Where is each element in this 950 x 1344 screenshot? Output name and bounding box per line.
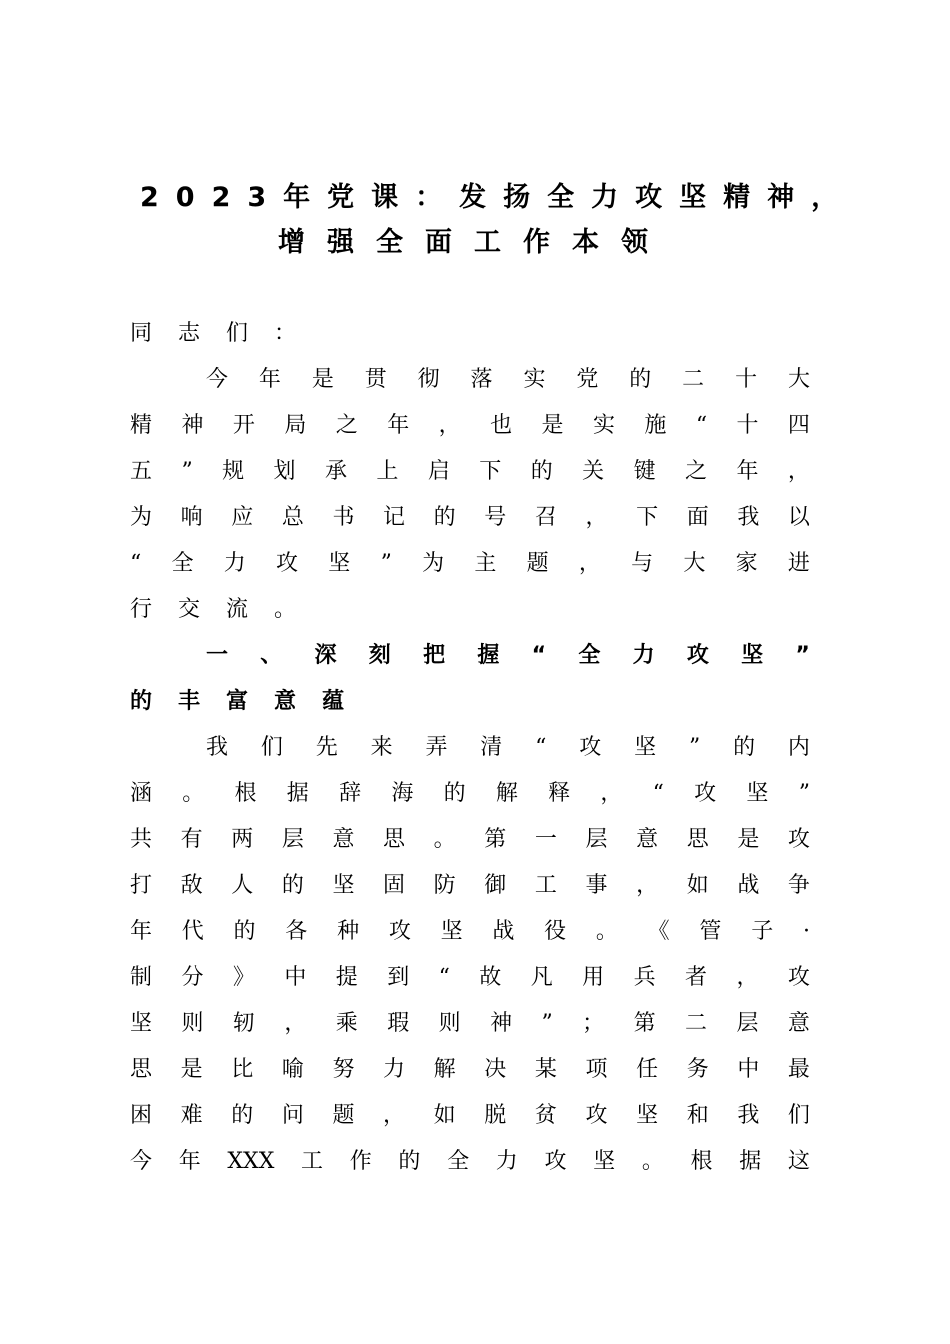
text-line bbox=[130, 955, 810, 1001]
text-glyph: 工 bbox=[301, 1149, 324, 1174]
text-glyph: 坚 bbox=[332, 873, 355, 898]
text-glyph: 响 bbox=[180, 505, 203, 530]
text-line bbox=[130, 1001, 810, 1047]
text-glyph: “ bbox=[695, 413, 708, 438]
text-glyph: 思 bbox=[383, 827, 406, 852]
text-glyph: 如 bbox=[686, 873, 709, 898]
text-glyph: 意 bbox=[787, 1011, 810, 1036]
text-glyph: 实 bbox=[592, 413, 615, 438]
text-glyph: ， bbox=[600, 781, 623, 806]
text-glyph: 攻 bbox=[686, 643, 709, 668]
text-line bbox=[130, 771, 810, 817]
text-line bbox=[130, 541, 810, 587]
text-glyph: 》 bbox=[232, 965, 255, 990]
text-glyph: 海 bbox=[391, 781, 414, 806]
text-glyph: 五 bbox=[130, 459, 153, 484]
text-glyph: 坚 bbox=[741, 643, 764, 668]
text-glyph: 攻 bbox=[276, 551, 299, 576]
text-glyph: 有 bbox=[180, 827, 203, 852]
text-glyph: 是 bbox=[311, 367, 334, 392]
text-glyph: 思 bbox=[686, 827, 709, 852]
text-glyph: 同 bbox=[130, 321, 153, 346]
text-glyph: 攻 bbox=[579, 735, 602, 760]
text-glyph: 层 bbox=[736, 1011, 759, 1036]
text-glyph: 交 bbox=[178, 597, 201, 622]
text-glyph: 作 bbox=[349, 1149, 372, 1174]
text-glyph: ， bbox=[585, 505, 608, 530]
heading-line bbox=[130, 633, 810, 679]
paragraph bbox=[130, 725, 810, 1185]
text-glyph: 攻 bbox=[787, 827, 810, 852]
text-glyph: 们 bbox=[226, 321, 249, 346]
text-glyph: 子 bbox=[751, 919, 774, 944]
text-glyph: 坚 bbox=[746, 781, 769, 806]
text-glyph: 的 bbox=[443, 781, 466, 806]
document-body bbox=[130, 311, 810, 1185]
text-glyph: 工 bbox=[534, 873, 557, 898]
text-glyph: 第 bbox=[484, 827, 507, 852]
text-glyph: 局 bbox=[284, 413, 307, 438]
text-glyph: XXX bbox=[227, 1149, 275, 1174]
text-glyph: 辞 bbox=[339, 781, 362, 806]
text-glyph: 行 bbox=[130, 597, 153, 622]
text-glyph: 一 bbox=[206, 643, 229, 668]
text-glyph: 以 bbox=[787, 505, 810, 530]
text-glyph: 两 bbox=[231, 827, 254, 852]
text-glyph: ， bbox=[636, 873, 659, 898]
text-glyph: 意 bbox=[636, 827, 659, 852]
text-glyph: 年 bbox=[387, 413, 410, 438]
text-glyph: 贯 bbox=[364, 367, 387, 392]
text-glyph: 的 bbox=[233, 919, 256, 944]
text-glyph: 御 bbox=[484, 873, 507, 898]
text-glyph: 、 bbox=[260, 643, 283, 668]
text-glyph: 的 bbox=[733, 735, 756, 760]
text-line bbox=[130, 449, 810, 495]
text-glyph: 党 bbox=[576, 367, 599, 392]
text-glyph: 管 bbox=[699, 919, 722, 944]
text-glyph: 面 bbox=[686, 505, 709, 530]
text-glyph: 如 bbox=[433, 1103, 456, 1128]
text-glyph: 神 bbox=[490, 1011, 513, 1036]
text-glyph: 中 bbox=[737, 1057, 760, 1082]
text-glyph: 坚 bbox=[440, 919, 463, 944]
text-glyph: 坚 bbox=[328, 551, 351, 576]
text-glyph: 大 bbox=[787, 367, 810, 392]
text-glyph: 各 bbox=[285, 919, 308, 944]
text-glyph: 攻 bbox=[388, 919, 411, 944]
text-glyph: 项 bbox=[585, 1057, 608, 1082]
text-line bbox=[130, 1139, 810, 1185]
text-glyph: 总 bbox=[281, 505, 304, 530]
text-glyph: 今 bbox=[206, 367, 229, 392]
text-glyph: 二 bbox=[682, 367, 705, 392]
text-glyph: 则 bbox=[438, 1011, 461, 1036]
text-glyph: 先 bbox=[315, 735, 338, 760]
text-line bbox=[130, 817, 810, 863]
text-glyph: 释 bbox=[548, 781, 571, 806]
text-glyph: 轫 bbox=[232, 1011, 255, 1036]
text-line bbox=[130, 1093, 810, 1139]
text-glyph: ” bbox=[541, 1011, 553, 1036]
text-glyph: 人 bbox=[231, 873, 254, 898]
text-glyph: 年 bbox=[736, 459, 759, 484]
text-glyph: 全 bbox=[447, 1149, 470, 1174]
text-glyph: 二 bbox=[685, 1011, 708, 1036]
text-glyph: 涵 bbox=[130, 781, 153, 806]
text-glyph: 刻 bbox=[368, 643, 391, 668]
text-glyph: ” bbox=[798, 781, 810, 806]
text-glyph: ， bbox=[787, 459, 810, 484]
text-glyph: 精 bbox=[130, 413, 153, 438]
text-line bbox=[130, 587, 810, 633]
text-glyph: 召 bbox=[534, 505, 557, 530]
text-glyph: 攻 bbox=[787, 965, 810, 990]
text-glyph: 的 bbox=[629, 367, 652, 392]
text-glyph: ； bbox=[582, 1011, 605, 1036]
text-glyph: 弄 bbox=[425, 735, 448, 760]
text-glyph: 思 bbox=[130, 1057, 153, 1082]
text-glyph: 是 bbox=[180, 1057, 203, 1082]
text-glyph: 深 bbox=[314, 643, 337, 668]
text-glyph: 根 bbox=[690, 1149, 713, 1174]
text-glyph: 蕴 bbox=[322, 689, 345, 714]
text-glyph: 关 bbox=[582, 459, 605, 484]
text-glyph: 固 bbox=[383, 873, 406, 898]
text-glyph: 和 bbox=[686, 1103, 709, 1128]
text-glyph: 题 bbox=[526, 551, 549, 576]
text-glyph: 与 bbox=[631, 551, 654, 576]
text-glyph: 我 bbox=[206, 735, 229, 760]
section-heading bbox=[130, 633, 810, 725]
text-glyph: 。 bbox=[182, 781, 205, 806]
text-glyph: 书 bbox=[332, 505, 355, 530]
text-glyph: 打 bbox=[130, 873, 153, 898]
text-glyph: 划 bbox=[273, 459, 296, 484]
text-glyph: 攻 bbox=[585, 1103, 608, 1128]
text-glyph: 攻 bbox=[694, 781, 717, 806]
text-glyph: 的 bbox=[281, 873, 304, 898]
text-glyph: 比 bbox=[231, 1057, 254, 1082]
text-glyph: 们 bbox=[787, 1103, 810, 1128]
text-glyph: 瑕 bbox=[387, 1011, 410, 1036]
text-glyph: 进 bbox=[787, 551, 810, 576]
text-glyph: 坚 bbox=[636, 1103, 659, 1128]
text-glyph: 脱 bbox=[484, 1103, 507, 1128]
text-glyph: 提 bbox=[335, 965, 358, 990]
paragraph bbox=[130, 357, 810, 633]
text-glyph: 。 bbox=[641, 1149, 664, 1174]
text-glyph: 号 bbox=[484, 505, 507, 530]
text-glyph: 据 bbox=[739, 1149, 762, 1174]
text-glyph: 落 bbox=[470, 367, 493, 392]
text-glyph: 坚 bbox=[130, 1011, 153, 1036]
text-glyph: 下 bbox=[479, 459, 502, 484]
salutation bbox=[130, 311, 810, 357]
text-glyph: 努 bbox=[332, 1057, 355, 1082]
text-glyph: 务 bbox=[686, 1057, 709, 1082]
text-glyph: 防 bbox=[433, 873, 456, 898]
text-glyph: 问 bbox=[281, 1103, 304, 1128]
text-glyph: 们 bbox=[260, 735, 283, 760]
text-glyph: ” bbox=[181, 459, 193, 484]
text-line bbox=[130, 403, 810, 449]
text-glyph: ， bbox=[578, 551, 601, 576]
text-glyph: “ bbox=[652, 781, 664, 806]
text-glyph: 困 bbox=[130, 1103, 153, 1128]
text-glyph: 之 bbox=[335, 413, 358, 438]
text-glyph: 用 bbox=[582, 965, 605, 990]
text-glyph: “ bbox=[535, 735, 547, 760]
text-glyph: ， bbox=[438, 413, 461, 438]
text-glyph: 难 bbox=[180, 1103, 203, 1128]
text-glyph: 分 bbox=[181, 965, 204, 990]
text-glyph: 。 bbox=[274, 597, 297, 622]
text-glyph: ， bbox=[736, 965, 759, 990]
text-glyph: 家 bbox=[735, 551, 758, 576]
text-glyph: “ bbox=[438, 965, 450, 990]
text-glyph: 下 bbox=[636, 505, 659, 530]
text-glyph: 大 bbox=[683, 551, 706, 576]
text-glyph: 力 bbox=[383, 1057, 406, 1082]
text-line bbox=[130, 863, 810, 909]
text-glyph: 层 bbox=[281, 827, 304, 852]
text-glyph: 主 bbox=[474, 551, 497, 576]
text-glyph: 规 bbox=[222, 459, 245, 484]
text-glyph: 流 bbox=[226, 597, 249, 622]
text-glyph: 施 bbox=[644, 413, 667, 438]
text-glyph: 则 bbox=[181, 1011, 204, 1036]
text-glyph: 之 bbox=[685, 459, 708, 484]
text-glyph: 任 bbox=[636, 1057, 659, 1082]
text-glyph: “ bbox=[130, 551, 142, 576]
text-glyph: 的 bbox=[398, 1149, 421, 1174]
text-glyph: 这 bbox=[787, 1149, 810, 1174]
text-line bbox=[130, 725, 810, 771]
text-glyph: 我 bbox=[737, 505, 760, 530]
text-glyph: 来 bbox=[370, 735, 393, 760]
text-glyph: 的 bbox=[530, 459, 553, 484]
text-glyph: 故 bbox=[479, 965, 502, 990]
text-glyph: 力 bbox=[632, 643, 655, 668]
text-glyph: 解 bbox=[433, 1057, 456, 1082]
text-glyph: 今 bbox=[130, 1149, 153, 1174]
text-glyph: 年 bbox=[258, 367, 281, 392]
heading-line bbox=[130, 679, 810, 725]
text-line bbox=[130, 495, 810, 541]
text-glyph: 全 bbox=[171, 551, 194, 576]
text-glyph: ” bbox=[795, 643, 810, 668]
text-glyph: 是 bbox=[737, 827, 760, 852]
text-glyph: 题 bbox=[332, 1103, 355, 1128]
text-glyph: 据 bbox=[286, 781, 309, 806]
text-glyph: 也 bbox=[490, 413, 513, 438]
title-line: 增强全面工作本领 bbox=[278, 227, 670, 258]
text-glyph: 。 bbox=[433, 827, 456, 852]
text-glyph: 攻 bbox=[544, 1149, 567, 1174]
text-glyph: 坚 bbox=[634, 735, 657, 760]
text-glyph: 全 bbox=[578, 643, 601, 668]
text-glyph: 贫 bbox=[534, 1103, 557, 1128]
text-glyph: 最 bbox=[787, 1057, 810, 1082]
text-glyph: 为 bbox=[130, 505, 153, 530]
text-glyph: 彻 bbox=[417, 367, 440, 392]
text-glyph: 上 bbox=[376, 459, 399, 484]
text-line bbox=[130, 357, 810, 403]
text-glyph: 共 bbox=[130, 827, 153, 852]
text-glyph: 敌 bbox=[180, 873, 203, 898]
text-glyph: 我 bbox=[737, 1103, 760, 1128]
text-glyph: 第 bbox=[633, 1011, 656, 1036]
text-glyph: 十 bbox=[736, 413, 759, 438]
text-glyph: 承 bbox=[324, 459, 347, 484]
text-glyph: 战 bbox=[492, 919, 515, 944]
text-glyph: ” bbox=[380, 551, 392, 576]
text-glyph: 十 bbox=[735, 367, 758, 392]
text-glyph: 中 bbox=[284, 965, 307, 990]
text-glyph: 力 bbox=[223, 551, 246, 576]
text-glyph: 层 bbox=[585, 827, 608, 852]
text-glyph: 四 bbox=[787, 413, 810, 438]
text-glyph: 握 bbox=[477, 643, 500, 668]
text-glyph: 坚 bbox=[593, 1149, 616, 1174]
text-glyph: ” bbox=[688, 735, 701, 760]
text-glyph: 年 bbox=[178, 1149, 201, 1174]
text-glyph: 神 bbox=[181, 413, 204, 438]
text-glyph: 年 bbox=[130, 919, 153, 944]
text-glyph: ， bbox=[284, 1011, 307, 1036]
text-glyph: 为 bbox=[422, 551, 445, 576]
text-glyph: 实 bbox=[523, 367, 546, 392]
text-glyph: 战 bbox=[737, 873, 760, 898]
text-glyph: 某 bbox=[534, 1057, 557, 1082]
text-glyph: 事 bbox=[585, 873, 608, 898]
text-glyph: 决 bbox=[484, 1057, 507, 1082]
text-glyph: 富 bbox=[226, 689, 249, 714]
text-glyph: 根 bbox=[234, 781, 257, 806]
text-glyph: 应 bbox=[231, 505, 254, 530]
text-glyph: 是 bbox=[541, 413, 564, 438]
text-glyph: 制 bbox=[130, 965, 153, 990]
text-glyph: 争 bbox=[787, 873, 810, 898]
text-glyph: 。 bbox=[595, 919, 618, 944]
text-glyph: 意 bbox=[274, 689, 297, 714]
text-glyph: 一 bbox=[534, 827, 557, 852]
text-glyph: 的 bbox=[130, 689, 153, 714]
text-glyph: 的 bbox=[231, 1103, 254, 1128]
text-glyph: 《 bbox=[647, 919, 670, 944]
text-glyph: 启 bbox=[427, 459, 450, 484]
text-glyph: · bbox=[802, 919, 810, 944]
text-glyph: 兵 bbox=[633, 965, 656, 990]
text-glyph: 意 bbox=[332, 827, 355, 852]
text-glyph: 力 bbox=[495, 1149, 518, 1174]
text-glyph: 乘 bbox=[335, 1011, 358, 1036]
text-line bbox=[130, 1047, 810, 1093]
text-glyph: ， bbox=[383, 1103, 406, 1128]
text-glyph: 种 bbox=[337, 919, 360, 944]
text-glyph: 丰 bbox=[178, 689, 201, 714]
text-glyph: 役 bbox=[544, 919, 567, 944]
text-glyph: 清 bbox=[480, 735, 503, 760]
text-glyph: 凡 bbox=[530, 965, 553, 990]
text-glyph: 到 bbox=[387, 965, 410, 990]
text-glyph: 键 bbox=[633, 459, 656, 484]
text-glyph: 把 bbox=[423, 643, 446, 668]
text-glyph: 的 bbox=[433, 505, 456, 530]
text-glyph: 者 bbox=[685, 965, 708, 990]
text-glyph: 解 bbox=[495, 781, 518, 806]
text-glyph: 喻 bbox=[281, 1057, 304, 1082]
text-glyph: 代 bbox=[181, 919, 204, 944]
text-glyph: 内 bbox=[787, 735, 810, 760]
title-line: 2023年党课：发扬全力攻坚精神， bbox=[140, 182, 856, 213]
text-glyph: 志 bbox=[178, 321, 201, 346]
text-glyph: “ bbox=[531, 643, 547, 668]
text-glyph: ： bbox=[274, 321, 297, 346]
text-glyph: 开 bbox=[232, 413, 255, 438]
text-glyph: 记 bbox=[383, 505, 406, 530]
text-line bbox=[130, 909, 810, 955]
